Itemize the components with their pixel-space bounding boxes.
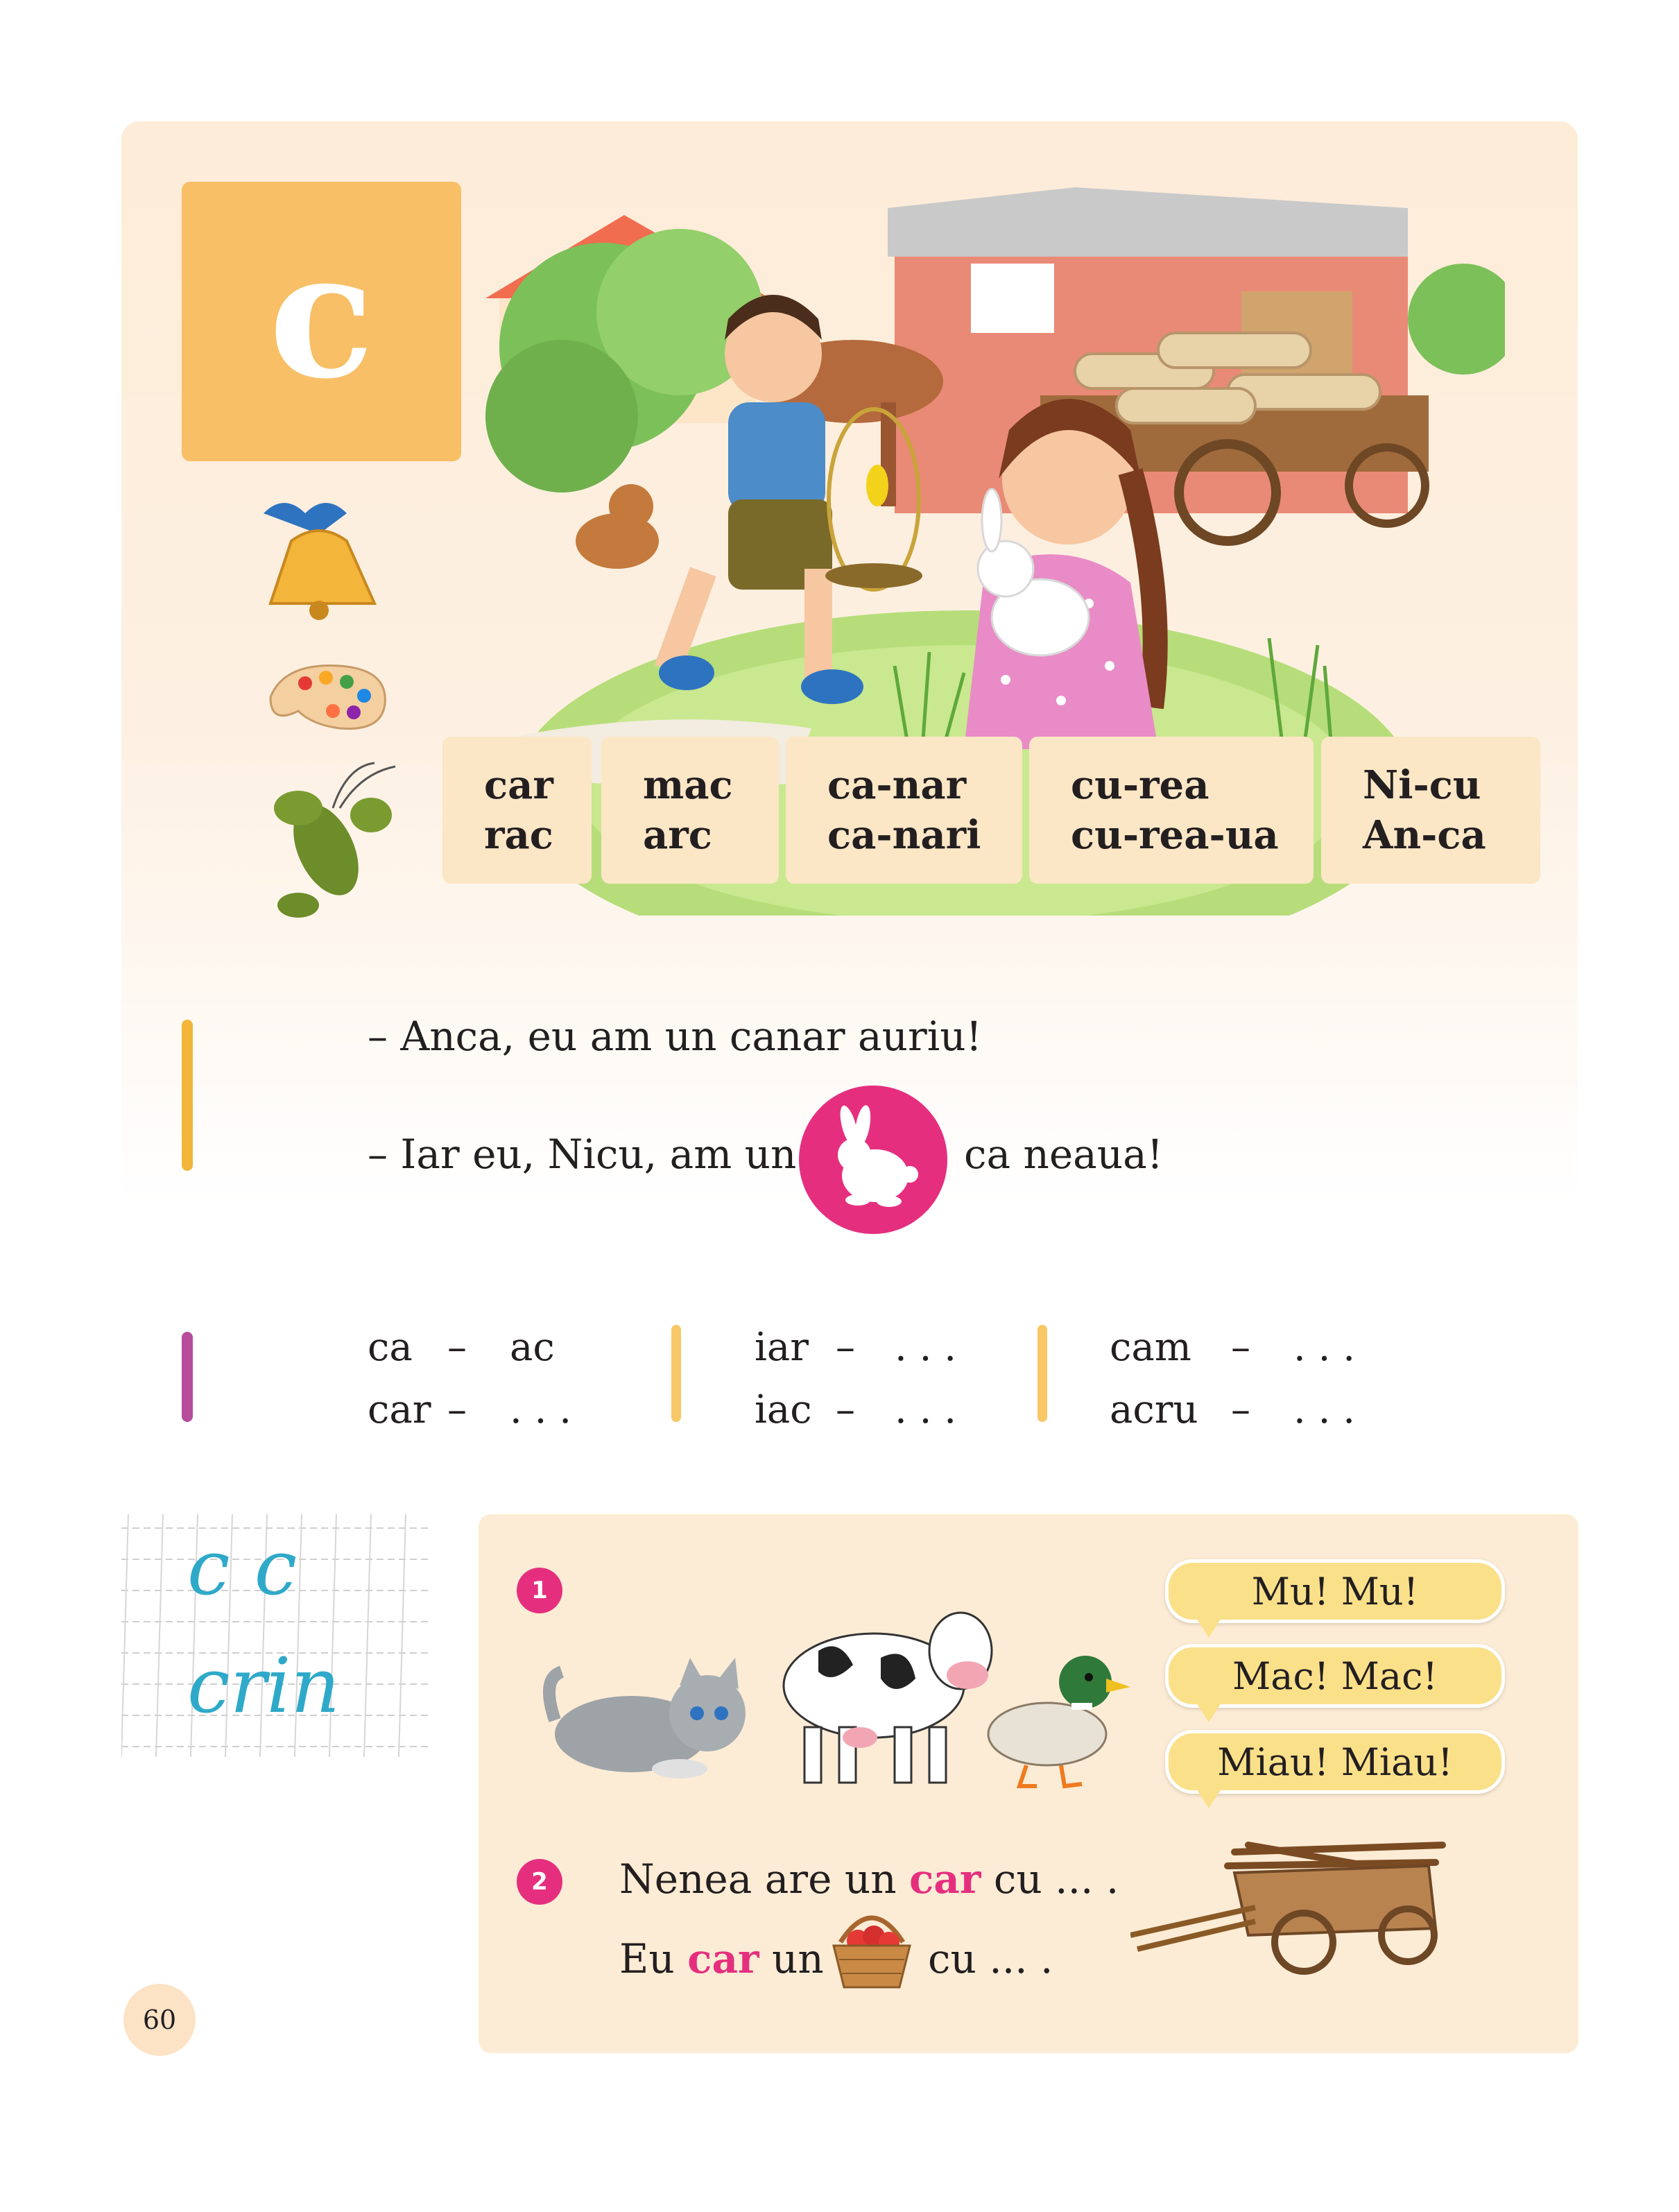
pair-dash: –: [1231, 1325, 1250, 1370]
pair-dash: –: [447, 1325, 467, 1370]
exercise-2-sentence-2-start: [619, 1935, 824, 1982]
sentence-text: cu ... .: [981, 1855, 1119, 1903]
handwriting-grid: [121, 1514, 430, 1757]
pair-blank: . . .: [1293, 1387, 1356, 1432]
exercise-1-badge: 1: [517, 1568, 562, 1613]
pairs-divider: [1037, 1325, 1047, 1422]
highlight-word: car: [909, 1855, 981, 1903]
letter-heading-box: [182, 182, 461, 461]
highlight-word: car: [687, 1935, 759, 1982]
paint-palette-icon: [257, 655, 395, 739]
word-card: [1029, 737, 1314, 884]
pair-dash: –: [447, 1387, 467, 1432]
pair-word: iac: [755, 1387, 812, 1432]
pair-dash: –: [836, 1325, 855, 1370]
speech-bubble: [1165, 1559, 1505, 1623]
word-card: [1321, 737, 1540, 884]
word-card-line: cu-rea-ua: [1071, 812, 1279, 858]
dialogue-line-2-start: – Iar eu, Nicu, am un: [368, 1131, 797, 1178]
exercise-2-sentence-1: [619, 1855, 1119, 1903]
word-card-line: arc: [643, 812, 712, 858]
sentence-text: Nenea are un: [619, 1855, 909, 1903]
pair-word: iar: [755, 1325, 809, 1370]
word-card-line: mac: [643, 762, 733, 808]
pair-word: car: [368, 1387, 431, 1432]
word-card-line: ca-nari: [827, 812, 981, 858]
word-card-line: ca-nar: [827, 762, 967, 808]
pair-word: acru: [1110, 1387, 1198, 1432]
word-card: [601, 737, 779, 884]
basket-icon: [827, 1901, 917, 1991]
duck-icon: [978, 1637, 1130, 1790]
dialogue-line-2-end: ca neaua!: [964, 1131, 1163, 1178]
word-card: [442, 737, 592, 884]
crayfish-icon: [257, 760, 402, 926]
cow-icon: [777, 1602, 999, 1790]
pairs-marker-bar: [182, 1332, 193, 1422]
rabbit-icon: [799, 1086, 948, 1235]
pair-dash: –: [836, 1387, 855, 1432]
word-card-line: car: [484, 762, 553, 808]
speech-bubble: [1165, 1730, 1505, 1794]
letter-heading: c: [268, 212, 374, 417]
cat-icon: [541, 1637, 763, 1783]
bell-icon: [250, 486, 388, 624]
exercise-2-badge: 2: [517, 1859, 562, 1905]
dialogue-marker-bar: [182, 1020, 193, 1171]
pair-word: ac: [510, 1325, 555, 1370]
pairs-divider: [671, 1325, 681, 1422]
word-card-line: An-ca: [1363, 812, 1486, 858]
speech-bubble-tail: [1196, 1618, 1221, 1638]
cursive-word: crin: [187, 1641, 341, 1730]
sentence-text: un: [759, 1935, 824, 1982]
pair-blank: . . .: [510, 1387, 572, 1432]
speech-bubble-text: Miau! Miau!: [1217, 1740, 1453, 1784]
pair-word: ca: [368, 1325, 413, 1370]
pair-blank: . . .: [895, 1325, 957, 1370]
speech-bubble-text: Mu! Mu!: [1251, 1569, 1419, 1613]
pair-dash: –: [1231, 1387, 1250, 1432]
page-number: 60: [123, 1984, 196, 2056]
cart-icon: [1130, 1831, 1456, 1977]
pair-word: cam: [1110, 1325, 1191, 1370]
sentence-text: Eu: [619, 1935, 688, 1982]
exercise-2-sentence-2-end: cu ... .: [928, 1935, 1053, 1982]
speech-bubble-tail: [1196, 1789, 1221, 1808]
pair-blank: . . .: [895, 1387, 957, 1432]
word-card: [786, 737, 1022, 884]
speech-bubble-text: Mac! Mac!: [1232, 1654, 1438, 1698]
word-card-line: rac: [484, 812, 553, 858]
cursive-letters: c c: [187, 1523, 298, 1612]
word-card-line: Ni-cu: [1363, 762, 1481, 808]
word-card-line: cu-rea: [1071, 762, 1209, 808]
speech-bubble: [1165, 1644, 1505, 1708]
speech-bubble-tail: [1196, 1703, 1221, 1722]
pair-blank: . . .: [1293, 1325, 1356, 1370]
dialogue-line-1: – Anca, eu am un canar auriu!: [368, 1013, 982, 1060]
